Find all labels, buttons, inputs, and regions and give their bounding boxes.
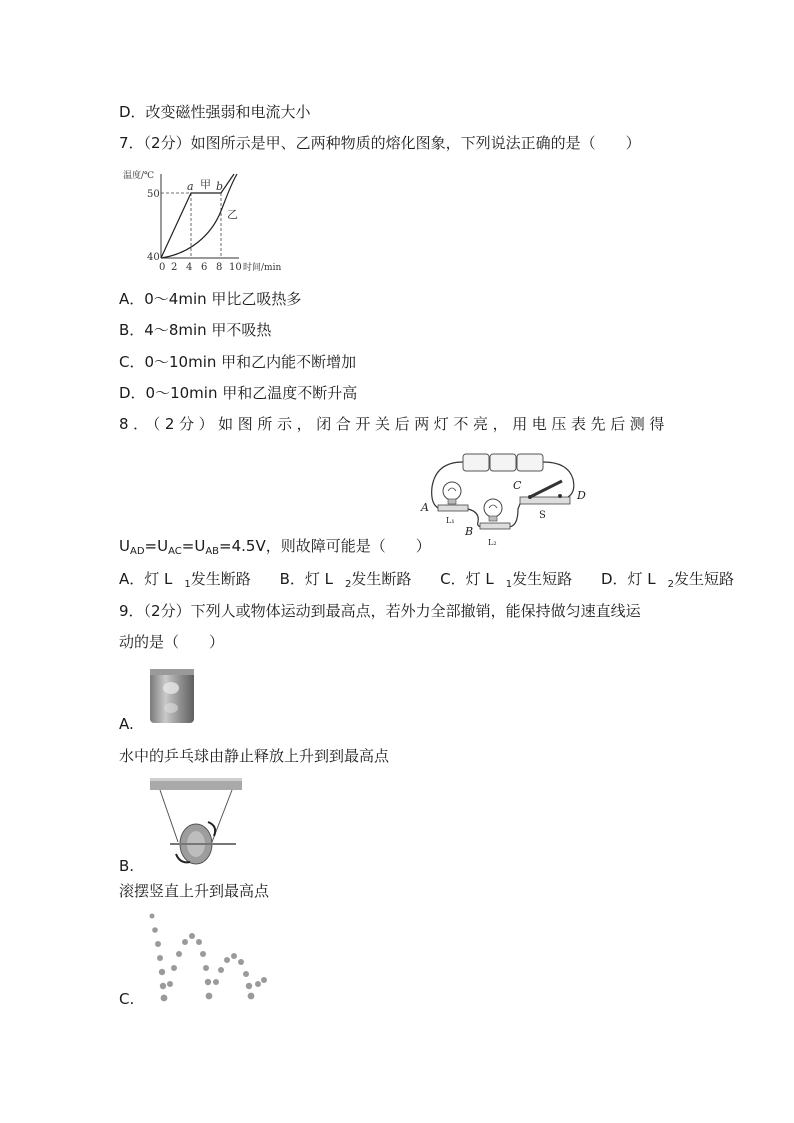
q9-option-b-label: B. <box>119 857 135 875</box>
opt-suffix: 发生断路 <box>351 570 412 588</box>
y-axis-label: 温度/℃ <box>123 171 155 181</box>
q9-option-c-label: C. <box>119 990 135 1008</box>
eq-1: = <box>144 537 158 555</box>
l2-label: L₂ <box>488 538 497 547</box>
q8-stem: 8．（2分）如图所示，闭合开关后两灯不亮，用电压表先后测得 <box>119 415 669 433</box>
eq-2: = <box>181 537 195 555</box>
bulb-l1 <box>438 482 468 511</box>
sub-ad: AD <box>129 546 145 557</box>
battery-pack <box>463 454 543 471</box>
q9-stem-line2: 动的是（ ） <box>119 633 225 651</box>
bouncing-ball-image <box>146 910 271 1005</box>
opt-prefix: C．灯 L <box>440 570 494 588</box>
x-tick-0: 0 <box>159 262 166 273</box>
curve-jia-label: 甲 <box>200 178 211 191</box>
opt-sub: 1 <box>184 579 191 590</box>
opt-prefix: D．灯 L <box>600 570 656 588</box>
q6-option-d: D．改变磁性强弱和电流大小 <box>119 103 311 121</box>
x-tick-2: 2 <box>171 262 178 273</box>
q8-options <box>119 569 758 595</box>
l1-label: L₁ <box>446 516 455 525</box>
q9-option-a-label: A. <box>119 715 134 733</box>
q8-option-a <box>119 570 263 588</box>
y-tick-40: 40 <box>147 252 160 263</box>
switch-s <box>520 481 570 504</box>
opt-sub: 2 <box>344 579 352 590</box>
opt-sub: 1 <box>505 579 513 590</box>
condition-tail: =4.5V，则故障可能是（ ） <box>219 537 431 555</box>
opt-suffix: 发生断路 <box>190 570 251 588</box>
sub-ac: AC <box>168 546 182 557</box>
q7-option-b: B．4～8min 甲不吸热 <box>119 321 272 339</box>
q8-option-b <box>280 570 424 588</box>
node-d-label: D <box>577 489 586 502</box>
x-tick-6: 6 <box>201 262 208 273</box>
q8-circuit-diagram <box>418 447 593 552</box>
curve-jia <box>161 174 234 258</box>
x-axis-label: 时间/min <box>243 263 282 273</box>
q7-option-a: A．0～4min 甲比乙吸热多 <box>119 290 302 308</box>
node-c-label: C <box>513 479 522 492</box>
q7-option-d: D．0～10min 甲和乙温度不断升高 <box>119 384 358 402</box>
u-symbol-2: U <box>157 537 169 555</box>
x-tick-10: 10 <box>229 262 242 273</box>
y-tick-50: 50 <box>147 189 160 200</box>
opt-sub: 2 <box>667 579 674 590</box>
node-b-label: B <box>465 525 474 538</box>
opt-suffix: 发生短路 <box>674 570 735 588</box>
q9-option-a-caption: 水中的乒乓球由静止释放上升到到最高点 <box>119 747 390 765</box>
q8-option-d <box>601 570 746 588</box>
q9-stem-line1: 9．（2分）下列人或物体运动到最高点，若外力全部撤销，能保持做匀速直线运 <box>119 602 641 620</box>
q7-option-c: C．0～10min 甲和乙内能不断增加 <box>119 353 357 371</box>
point-b-label: b <box>216 180 224 193</box>
q7-melting-graph <box>119 166 294 276</box>
q7-stem: 7．（2分）如图所示是甲、乙两种物质的熔化图象，下列说法正确的是（ ） <box>119 134 641 152</box>
switch-s-label: S <box>539 510 546 521</box>
q9-option-b-caption: 滚摆竖直上升到最高点 <box>119 882 270 900</box>
opt-suffix: 发生短路 <box>512 570 573 588</box>
curve-yi-label: 乙 <box>227 208 238 221</box>
x-tick-4: 4 <box>186 262 193 273</box>
point-a-label: a <box>187 180 194 193</box>
bulb-l2 <box>480 499 510 529</box>
q8-condition <box>119 536 431 562</box>
x-tick-8: 8 <box>216 262 223 273</box>
wire-right <box>543 462 574 497</box>
u-symbol-3: U <box>194 537 206 555</box>
q8-option-c <box>440 570 584 588</box>
opt-prefix: B．灯 L <box>279 570 333 588</box>
opt-prefix: A．灯 L <box>119 570 173 588</box>
beaker-image <box>147 666 197 726</box>
maxwell-wheel-image <box>150 776 242 868</box>
u-symbol-1: U <box>119 537 130 555</box>
node-a-label: A <box>421 501 429 514</box>
sub-ab: AB <box>205 546 220 557</box>
